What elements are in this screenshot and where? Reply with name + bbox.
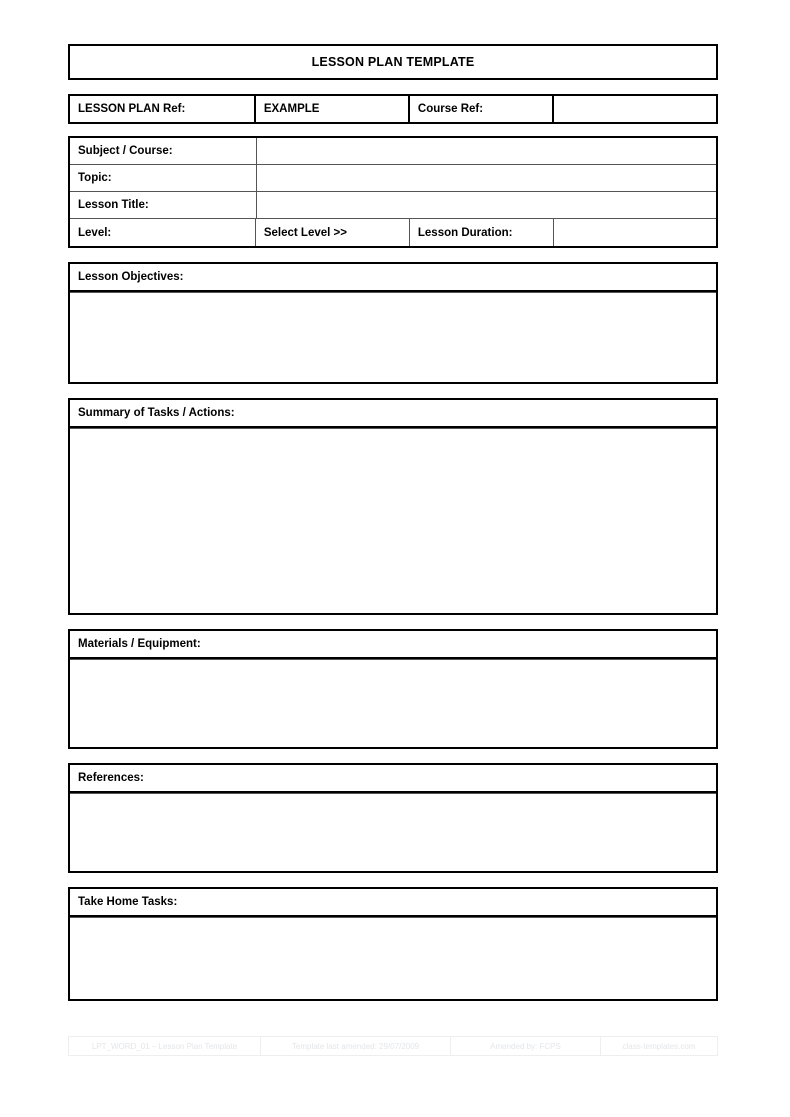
lesson-duration-field[interactable] [554,219,716,246]
level-label: Level: [70,219,256,246]
lesson-duration-label: Lesson Duration: [410,219,554,246]
footer-amended-by: Amended by: FCPS [451,1037,601,1055]
spacer [68,749,718,763]
footer-source-link[interactable]: class-templates.com [622,1041,696,1051]
section-materials-equipment [68,629,718,749]
section-heading: References: [70,765,716,793]
section-heading: Lesson Objectives: [70,264,716,292]
lesson-plan-ref-table [68,94,718,124]
table-row [70,219,716,246]
topic-label: Topic: [70,165,257,191]
table-row [70,192,716,219]
spacer [68,873,718,887]
references-field[interactable] [70,793,716,871]
topic-field[interactable] [257,165,648,191]
lesson-plan-document [68,44,718,1001]
table-row [70,138,716,165]
subject-course-field[interactable] [257,138,648,164]
page-title: LESSON PLAN TEMPLATE [311,55,475,69]
lesson-plan-ref-value[interactable]: EXAMPLE [256,96,410,122]
spacer [68,80,718,94]
section-heading: Summary of Tasks / Actions: [70,400,716,428]
subject-course-label: Subject / Course: [70,138,257,164]
document-title-box [68,44,718,80]
course-ref-label: Course Ref: [410,96,554,122]
lesson-objectives-field[interactable] [70,292,716,382]
spacer [68,124,718,136]
lesson-title-label: Lesson Title: [70,192,257,218]
document-footer [68,1036,718,1056]
materials-equipment-field[interactable] [70,659,716,747]
section-heading: Materials / Equipment: [70,631,716,659]
section-heading: Take Home Tasks: [70,889,716,917]
summary-of-tasks-field[interactable] [70,428,716,613]
table-row [70,165,716,192]
course-ref-value[interactable] [554,96,716,122]
level-select[interactable]: Select Level >> [256,219,410,246]
footer-doc-id: LPT_WORD_01 – Lesson Plan Template [69,1037,261,1055]
spacer [68,384,718,398]
lesson-title-field[interactable] [257,192,648,218]
spacer [68,248,718,262]
section-lesson-objectives [68,262,718,384]
section-references [68,763,718,873]
take-home-tasks-field[interactable] [70,917,716,999]
lesson-info-table [68,136,718,248]
section-summary-of-tasks [68,398,718,615]
footer-last-amended: Template last amended: 29/07/2009 [261,1037,451,1055]
lesson-plan-ref-label: LESSON PLAN Ref: [70,96,256,122]
section-take-home-tasks [68,887,718,1001]
spacer [68,615,718,629]
